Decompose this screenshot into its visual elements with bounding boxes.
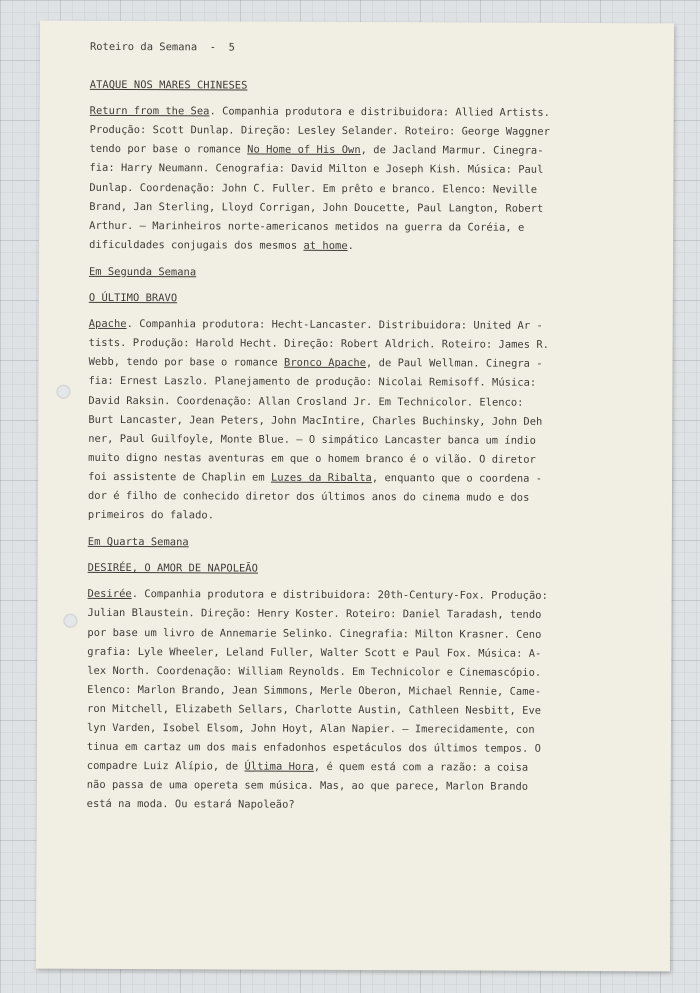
text-segment: , de Jacland Marmur. Cinegra- [360,144,544,158]
text-line [88,506,646,528]
text-line [88,391,646,413]
text-line [90,102,648,124]
text-segment: tists. Produção: Harold Hecht. Direção: Robert Aldrich. Roteiro: James R. [88,337,550,352]
punch-hole [56,385,70,399]
film-entry [87,533,646,817]
text-line [87,700,645,722]
text-segment: Webb, tendo por base o romance [88,356,285,370]
text-line [87,795,645,817]
film-title: DESIRÉE, O AMOR DE NAPOLEÃO [87,562,258,575]
text-line [87,719,645,741]
text-segment: , de Paul Wellman. Cinegra - [366,357,543,371]
text-segment: compadre Luiz Alípio, de [86,760,245,773]
underlined-title: Última Hora [244,760,314,774]
text-line [87,738,645,760]
text-segment: tinua em cartaz um dos mais enfadonhos espetáculos dos últimos tempos. O [86,740,541,755]
text-segment: grafia: Lyle Wheeler, Leland Fuller, Walter Scott e Paul Fox. Música: A- [87,645,542,660]
text-segment: . Companhia produtora e distribuidora: 20th-Century-Fox. Produção: [131,588,548,603]
text-line [87,681,645,703]
film-title: O ÚLTIMO BRAVO [88,291,178,305]
text-segment: ron Mitchell, Elizabeth Sellars, Charlotte Austin, Cathleen Nesbitt, Eve [87,702,542,717]
text-line [87,642,645,664]
text-line [88,372,646,394]
text-line [87,604,645,626]
text-segment: Julian Blaustein. Direção: Henry Koster. Roteiro: Daniel Taradash, tendo [87,607,542,622]
text-segment: lex North. Coordenação: William Reynolds. Em Technicolor e Cinemascópio. [87,664,542,679]
text-segment: tendo por base o romance [89,143,248,156]
text-segment: Elenco: Marlon Brando, Jean Simmons, Merle Oberon, Michael Rennie, Came- [87,683,542,698]
text-segment: lyn Varden, Isobel Elsom, John Hoyt, Alan Napier. — Imerecidamente, con [86,721,535,736]
text-line [89,217,647,239]
text-line [87,776,645,798]
text-segment: , é quem está com a razão: a coisa [313,761,529,774]
film-entry [88,263,647,528]
text-segment: . Companhia produtora: Hecht-Lancaster. Distribuidora: United Ar - [126,318,543,332]
text-line [87,662,645,684]
text-segment: Brand, Jan Sterling, Lloyd Corrigan, John Doucette, Paul Langton, Robert [89,200,544,215]
text-segment: fia: Ernest Laszlo. Planejamento de produção: Nicolai Remisoff. Música: [88,375,537,390]
film-review [88,315,647,527]
text-line [88,487,646,509]
film-title: ATAQUE NOS MARES CHINESES [89,78,248,92]
punch-hole [63,614,77,628]
underlined-title: Bronco Apache [284,357,367,370]
text-line [87,623,645,645]
page-header: Roteiro da Semana - 5 [89,40,236,54]
text-line [87,757,645,779]
text-line [88,585,646,607]
text-segment: fia: Harry Neumann. Cenografia: David Milton e Joseph Kish. Música: Paul [89,162,544,177]
underlined-title: Apache [88,317,127,331]
text-line [88,410,646,432]
underlined-title: at home [303,239,348,252]
text-segment: Dunlap. Coordenação: John C. Fuller. Em prêto e branco. Elenco: Neville [89,181,538,196]
text-line [89,159,647,181]
text-line [89,315,647,337]
week-label: Em Quarta Semana [87,535,189,549]
text-segment: David Raksin. Coordenação: Allan Crosland Jr. Em Technicolor. Elenco: [88,394,524,409]
text-line [89,178,647,200]
text-line [88,468,646,490]
text-line [88,430,646,452]
film-review [89,102,648,257]
text-line [89,236,647,258]
film-entry [89,76,648,257]
text-segment: Burt Lancaster, Jean Peters, John MacIntire, Charles Buchinsky, John Deh [88,413,543,428]
text-line [90,121,648,143]
text-line [89,353,647,375]
film-entries [87,76,648,817]
page-content [87,38,648,825]
text-line [89,334,647,356]
text-segment: Produção: Scott Dunlap. Direção: Lesley Selander. Roteiro: George Waggner [89,124,550,139]
underlined-title: Luzes da Ribalta [270,471,372,484]
text-segment: primeiros do falado. [87,508,215,522]
underlined-title: Desirée [87,588,132,601]
text-segment: muito digno nestas aventuras em que o homem branco é o vilão. O diretor [88,451,536,466]
text-segment: , enquanto que o coordena - [371,471,543,485]
text-segment: ner, Paul Guilfoyle, Monte Blue. — O simpático Lancaster banca um índio [88,432,536,447]
text-segment: . Companhia produtora e distribuidora: Allied Artists. [209,105,551,120]
text-line [88,449,646,471]
text-segment: foi assistente de Chaplin em [88,470,271,484]
typewritten-page [36,21,674,972]
film-review [87,585,646,817]
text-line [89,140,647,162]
week-label: Em Segunda Semana [88,265,197,279]
text-segment: está na moda. Ou estará Napoleão? [86,798,295,812]
text-segment: por base um livro de Annemarie Selinko. Cinegrafia: Milton Krasner. Ceno [87,626,542,641]
text-segment: . [347,239,354,252]
text-line [89,197,647,219]
underlined-title: No Home of His Own [247,143,361,157]
text-segment: não passa de uma opereta sem música. Mas, ao que parece, Marlon Brando [86,779,529,794]
text-segment: dor é filho de conhecido diretor dos últimos anos do cinema mudo e dos [87,489,530,504]
text-segment: Arthur. — Marinheiros norte-americanos metidos na guerra da Coréia, e [89,219,525,234]
underlined-title: Return from the Sea [89,105,210,118]
text-segment: dificuldades conjugais dos mesmos [89,238,304,252]
